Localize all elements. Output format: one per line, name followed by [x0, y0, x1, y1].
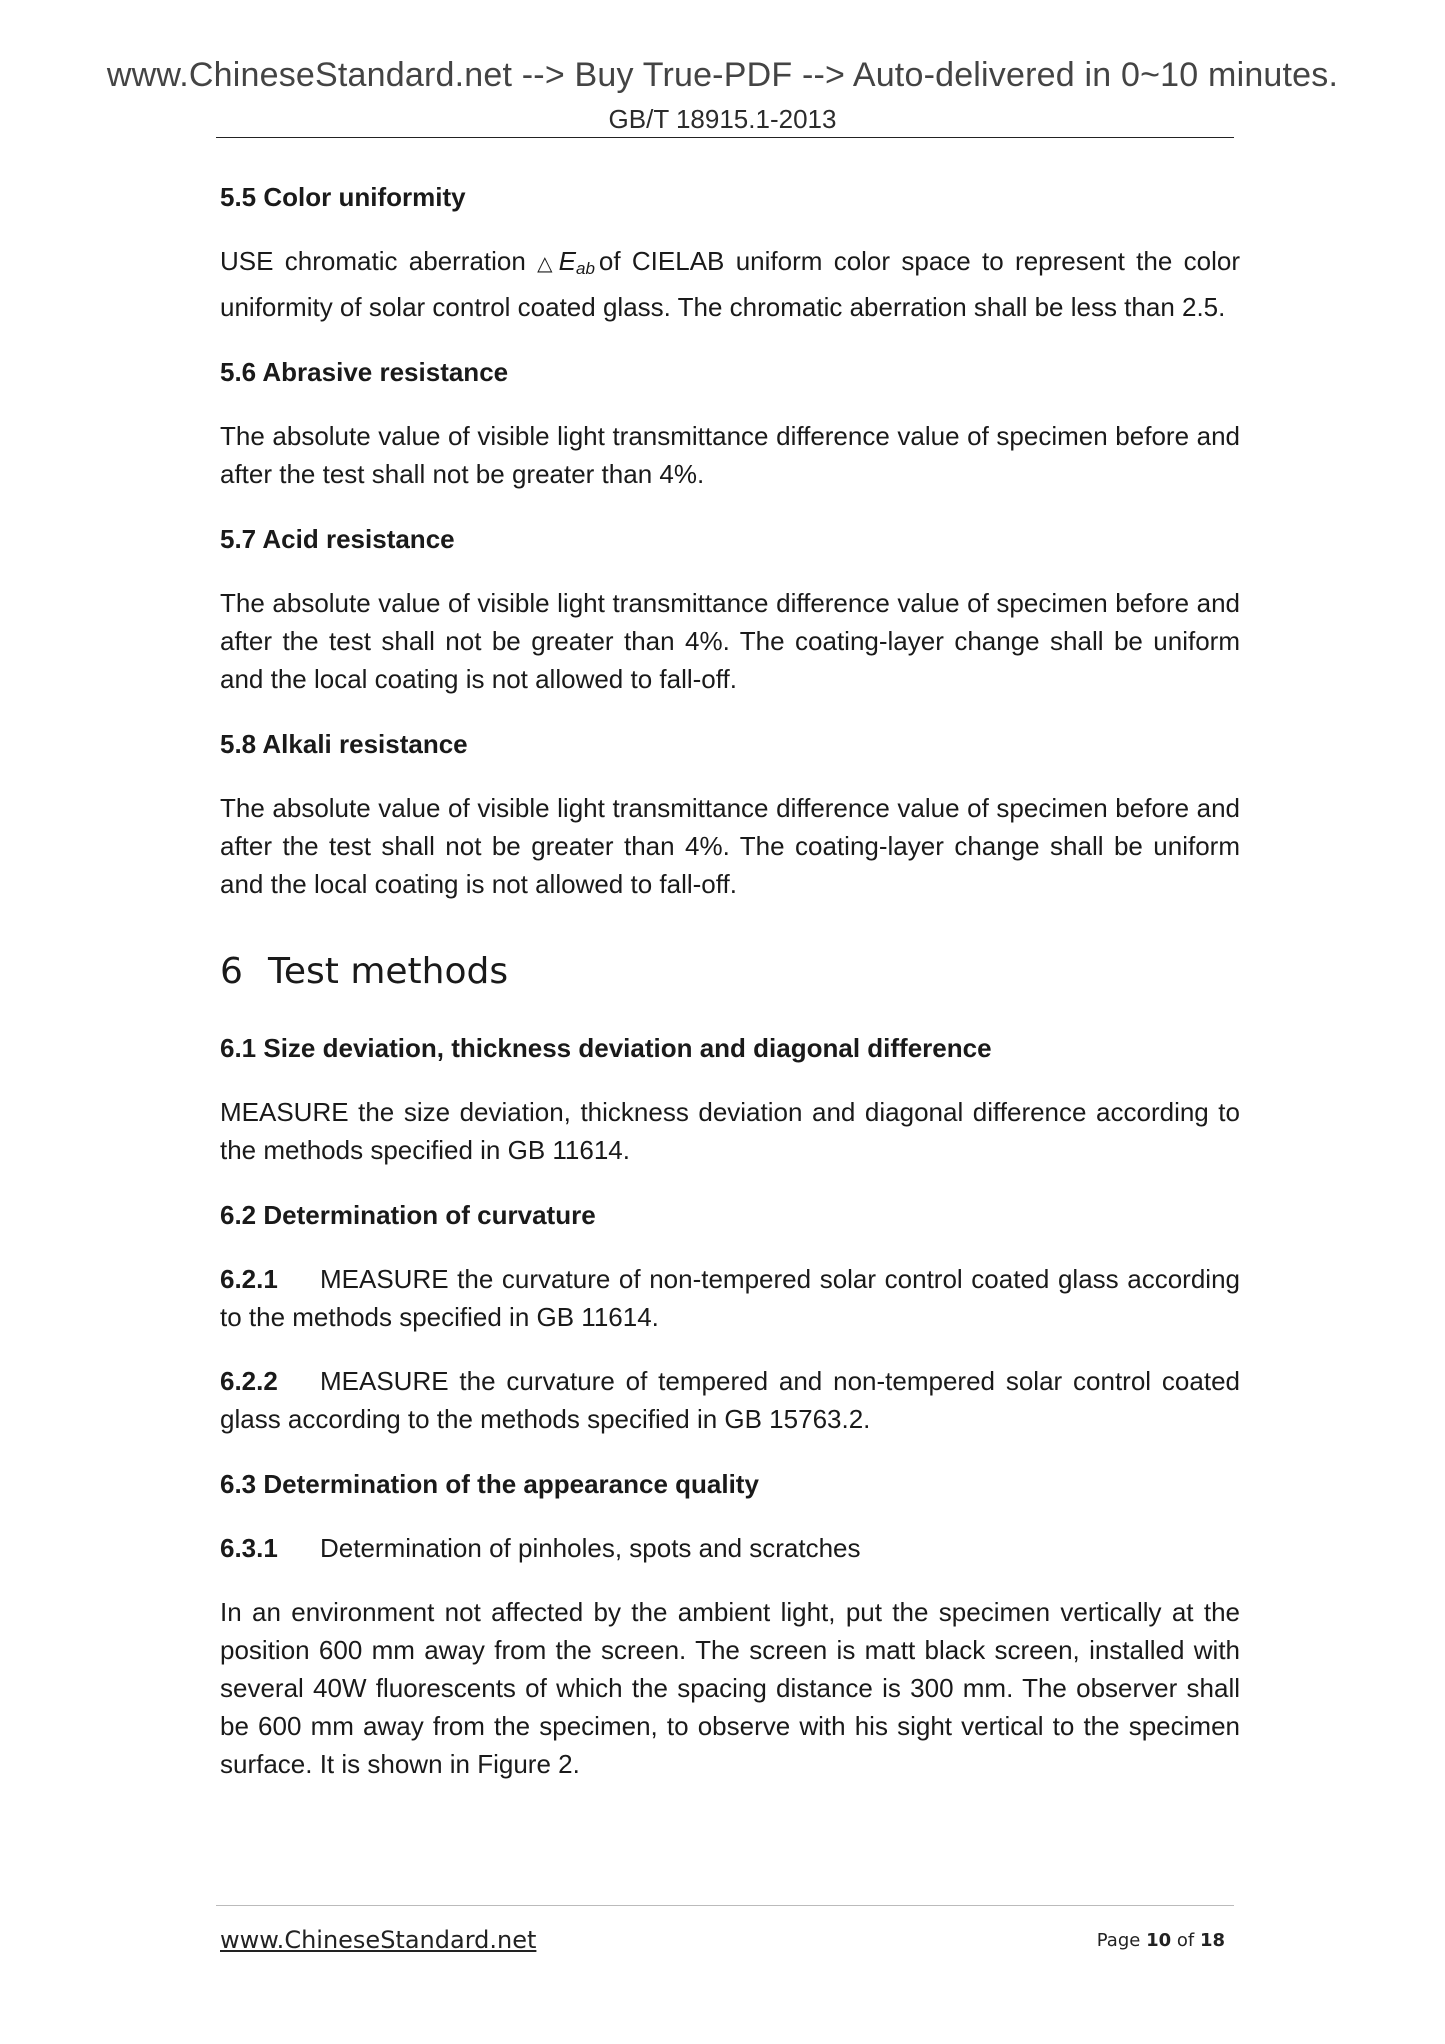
clause-6-3-1-number: 6.3.1: [220, 1533, 278, 1563]
heading-5-5: 5.5 Color uniformity: [220, 182, 466, 212]
symbol-subscript: ab: [575, 259, 595, 278]
heading-6-1: 6.1 Size deviation, thickness deviation and diagonal difference: [220, 1033, 992, 1063]
heading-5-8: 5.8 Alkali resistance: [220, 729, 468, 759]
heading-6-3: 6.3 Determination of the appearance quality: [220, 1469, 759, 1499]
page-number: [1097, 1930, 1225, 1951]
paragraph-6-3-body: In an environment not affected by the ambient light, put the specimen vertically at the position 600 mm away from the screen. The screen is matt black screen, installed with several 40W fluorescents of which the spacing distance is 300 mm. The observer shall be 600 mm away from the specimen, to observe with his sight vertical to the specimen surface. It is shown in Figure 2.: [220, 1597, 1240, 1779]
clause-6-2-2-number: 6.2.2: [220, 1366, 278, 1396]
clause-6-2-1-text: MEASURE the curvature of non-tempered solar control coated glass according to the methods specified in GB 11614.: [220, 1264, 1240, 1332]
page-prefix: Page: [1096, 1930, 1147, 1951]
page-current: 10: [1146, 1930, 1172, 1951]
footer-website-link[interactable]: www.ChineseStandard.net: [220, 1926, 537, 1954]
heading-6: [220, 949, 1240, 995]
paragraph-5-6: The absolute value of visible light transmittance difference value of specimen before and after the test shall not be greater than 4%.: [220, 421, 1240, 489]
page-total: 18: [1199, 1930, 1225, 1951]
paragraph-6-1: MEASURE the size deviation, thickness deviation and diagonal difference according to the methods specified in GB 11614.: [220, 1097, 1240, 1165]
clause-6-2-2-text: MEASURE the curvature of tempered and non-tempered solar control coated glass according to the methods specified in GB 15763.2.: [220, 1366, 1240, 1434]
heading-6-number: 6: [220, 951, 243, 992]
paragraph-6-3-1: [220, 1529, 1240, 1567]
text-5-5-before: USE chromatic aberration: [220, 246, 538, 276]
paragraph-6-2-2: [220, 1362, 1240, 1438]
heading-6-2: 6.2 Determination of curvature: [220, 1200, 596, 1230]
heading-6-title: Test methods: [268, 951, 509, 992]
document-body: [220, 178, 1240, 1783]
paragraph-5-8: The absolute value of visible light transmittance difference value of specimen before and after the test shall not be greater than 4%. The coating-layer change shall be uniform and the local coating is not allowed to fall-off.: [220, 793, 1240, 899]
heading-5-6: 5.6 Abrasive resistance: [220, 357, 509, 387]
footer-divider: [216, 1905, 1234, 1906]
paragraph-5-7: The absolute value of visible light transmittance difference value of specimen before and after the test shall not be greater than 4%. The coating-layer change shall be uniform and the local coating is not allowed to fall-off.: [220, 588, 1240, 694]
delta-triangle: △: [537, 253, 557, 275]
clause-6-2-1-number: 6.2.1: [220, 1264, 278, 1294]
symbol-e: E: [558, 246, 576, 276]
paragraph-5-5: [220, 242, 1240, 326]
page-of: of: [1171, 1930, 1200, 1951]
standard-code: GB/T 18915.1-2013: [608, 104, 837, 134]
source-banner: www.ChineseStandard.net --> Buy True-PDF --> Auto-delivered in 0~10 minutes.: [106, 56, 1339, 94]
heading-5-7: 5.7 Acid resistance: [220, 524, 455, 554]
paragraph-6-2-1: [220, 1260, 1240, 1336]
text-5-5-after: of CIELAB uniform color space to represent the color uniformity of solar control coated glass. The chromatic aberration shall be less than 2.5.: [220, 246, 1240, 322]
header-divider: [216, 137, 1234, 138]
clause-6-3-1-text: Determination of pinholes, spots and scratches: [320, 1533, 861, 1563]
